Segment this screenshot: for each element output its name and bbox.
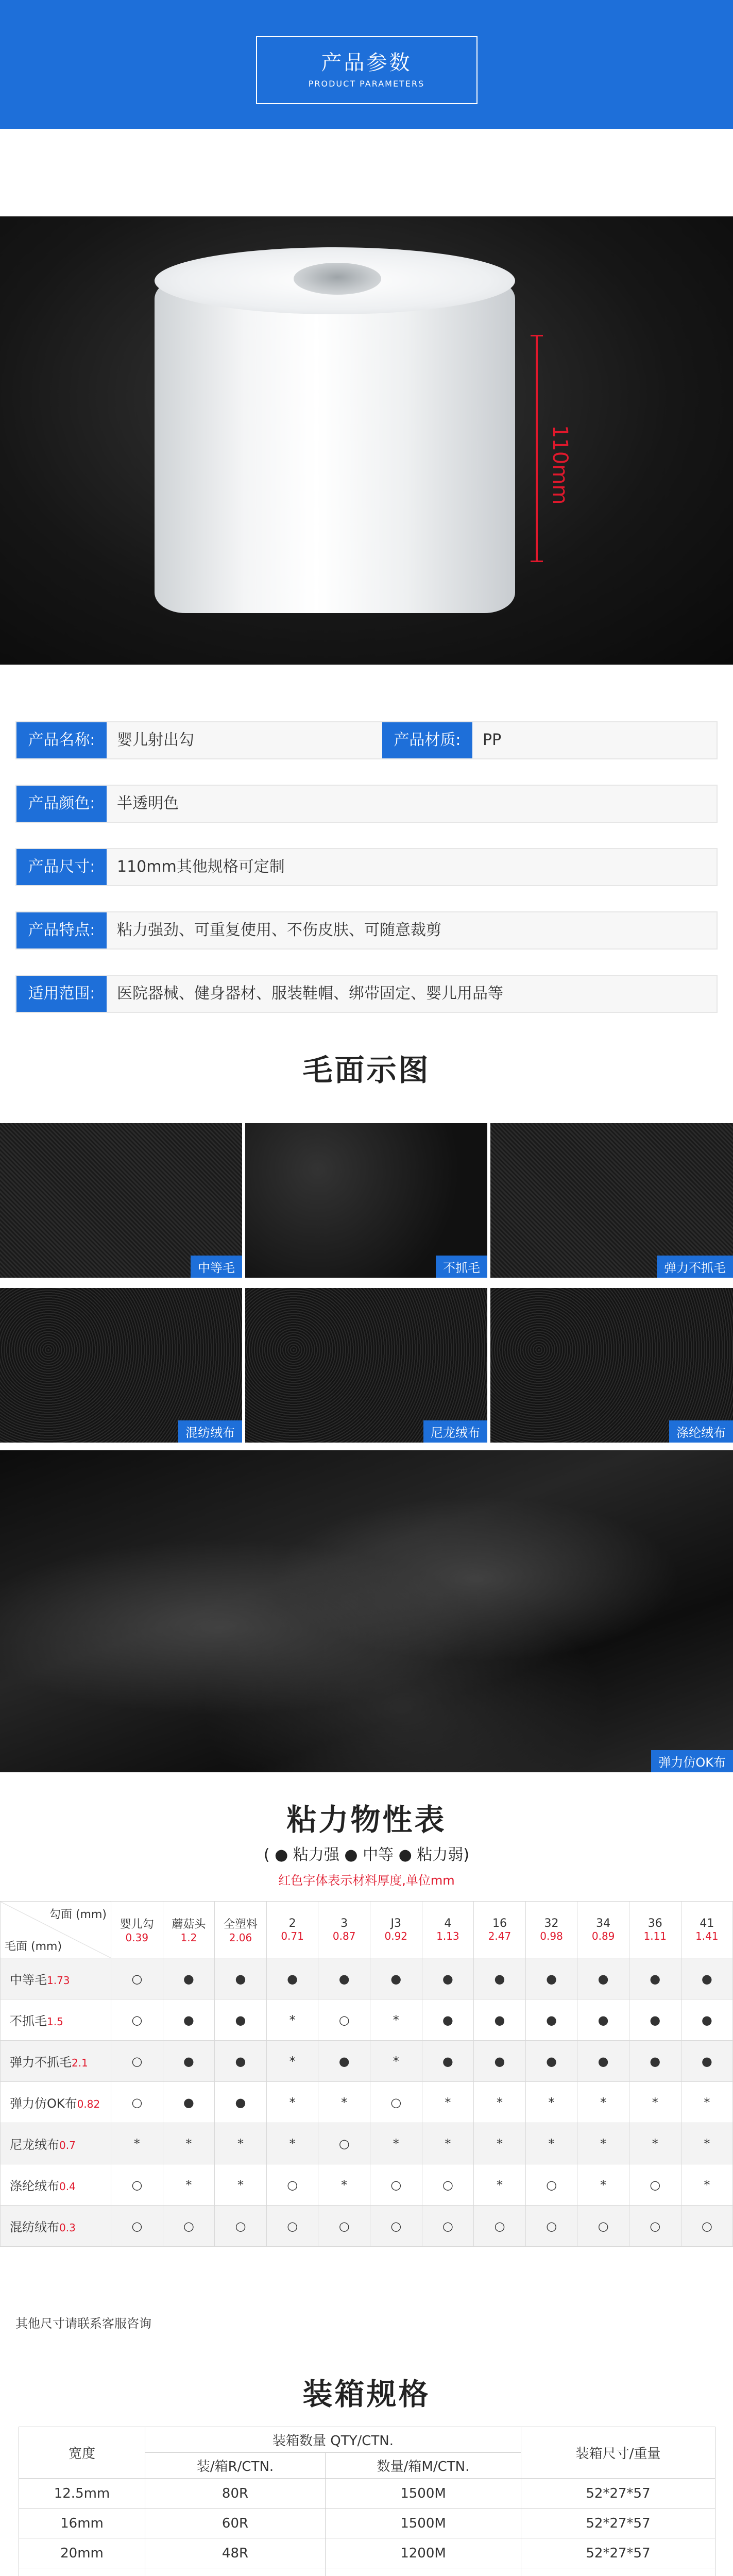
adhesion-cell: * [629, 2123, 681, 2164]
param-row-usage [15, 975, 718, 1013]
param-value-features: 粘力强劲、可重复使用、不伤皮肤、可随意裁剪 [117, 921, 441, 939]
adhesion-cell: * [577, 2082, 629, 2123]
adhesion-col-header: 16 2.47 [474, 1902, 526, 1958]
adhesion-legend: ( ● 粘力强 ● 中等 ● 粘力弱) [263, 1846, 470, 1864]
adhesion-cell: ● [474, 1958, 526, 1999]
adhesion-cell: ○ [629, 2164, 681, 2206]
adhesion-cell: ● [525, 1999, 577, 2041]
adhesion-cell: ● [525, 2041, 577, 2082]
adhesion-cell: ○ [215, 2206, 267, 2247]
packing-cell-width: 12.5mm [19, 2479, 145, 2509]
adhesion-cell: ● [629, 2041, 681, 2082]
packing-row [19, 2479, 715, 2509]
adhesion-cell: ○ [525, 2164, 577, 2206]
param-value-name: 婴儿射出勾 [117, 731, 194, 749]
adhesion-cell: ● [422, 1958, 474, 1999]
adhesion-note: 红色字体表示材料厚度,单位mm [278, 1873, 455, 1888]
param-value-color: 半透明色 [117, 794, 179, 812]
adhesion-cell: ○ [370, 2206, 422, 2247]
adhesion-cell: ● [681, 1999, 733, 2041]
adhesion-col-header: 41 1.41 [681, 1902, 733, 1958]
adhesion-cell: ○ [681, 2206, 733, 2247]
adhesion-row [1, 2206, 733, 2247]
param-label-material: 产品材质: [382, 722, 472, 758]
adhesion-cell: ○ [422, 2164, 474, 2206]
packing-header-rolls: 装/箱R/CTN. [145, 2453, 326, 2479]
adhesion-cell: * [422, 2082, 474, 2123]
adhesion-cell: * [266, 1999, 318, 2041]
adhesion-cell: ● [266, 1958, 318, 1999]
corner-top-label: 勾面 (mm) [49, 1908, 107, 1921]
adhesion-cell: ○ [163, 2206, 215, 2247]
swatch-polyester-velvet [490, 1288, 733, 1443]
adhesion-cell: ● [215, 2082, 267, 2123]
packing-header-qty: 装箱数量 QTY/CTN. [145, 2427, 521, 2453]
adhesion-row-header: 涤纶绒布0.4 [1, 2164, 111, 2206]
adhesion-cell: * [215, 2164, 267, 2206]
param-label-name: 产品名称: [16, 722, 107, 758]
adhesion-cell: ○ [370, 2082, 422, 2123]
adhesion-cell: * [215, 2123, 267, 2164]
adhesion-cell: ● [370, 1958, 422, 1999]
packing-row [19, 2568, 715, 2576]
adhesion-cell: * [681, 2123, 733, 2164]
adhesion-cell: ● [525, 1958, 577, 1999]
adhesion-cell: ● [681, 1958, 733, 1999]
swatch-nylon-velvet [245, 1288, 487, 1443]
adhesion-cell: * [577, 2123, 629, 2164]
adhesion-row [1, 1999, 733, 2041]
adhesion-col-header: J3 0.92 [370, 1902, 422, 1958]
swatch-label: 尼龙绒布 [423, 1420, 487, 1443]
adhesion-table-body [1, 1958, 733, 2247]
swatch-label: 不抓毛 [436, 1256, 487, 1278]
adhesion-row-header: 中等毛1.73 [1, 1958, 111, 1999]
adhesion-cell: ● [422, 1999, 474, 2041]
adhesion-cell: ○ [111, 2164, 163, 2206]
adhesion-cell: ● [629, 1999, 681, 2041]
packing-cell-width: 20mm [19, 2538, 145, 2568]
param-row-color [15, 785, 718, 823]
adhesion-cell: * [111, 2123, 163, 2164]
adhesion-cell: ● [215, 1999, 267, 2041]
adhesion-cell: * [422, 2123, 474, 2164]
adhesion-cell: * [474, 2123, 526, 2164]
packing-cell-rolls: 48R [145, 2538, 326, 2568]
param-row-size [15, 848, 718, 886]
adhesion-cell: ● [318, 2041, 370, 2082]
dimension-line [536, 335, 538, 562]
adhesion-cell: * [266, 2082, 318, 2123]
adhesion-cell: ○ [111, 2041, 163, 2082]
adhesion-row [1, 2082, 733, 2123]
adhesion-row-header: 不抓毛1.5 [1, 1999, 111, 2041]
param-value-usage: 医院器械、健身器材、服装鞋帽、绑带固定、婴儿用品等 [117, 985, 503, 1003]
packing-cell-meters: 1200M [326, 2538, 521, 2568]
adhesion-cell: ○ [266, 2164, 318, 2206]
adhesion-cell: ● [629, 1958, 681, 1999]
adhesion-cell: ● [318, 1958, 370, 1999]
adhesion-cell: ○ [422, 2206, 474, 2247]
param-row-name [15, 721, 718, 759]
adhesion-cell: ○ [318, 2123, 370, 2164]
adhesion-cell: ● [474, 1999, 526, 2041]
param-value-material: PP [483, 731, 502, 749]
adhesion-cell: ● [163, 2082, 215, 2123]
params-header [0, 0, 733, 129]
adhesion-cell: ○ [266, 2206, 318, 2247]
adhesion-cell: ○ [629, 2206, 681, 2247]
param-label-usage: 适用范围: [16, 976, 107, 1012]
adhesion-cell: * [163, 2123, 215, 2164]
adhesion-cell: ● [215, 2041, 267, 2082]
adhesion-cell: * [525, 2123, 577, 2164]
adhesion-row-header: 混纺绒布0.3 [1, 2206, 111, 2247]
adhesion-cell: * [681, 2164, 733, 2206]
adhesion-cell: * [266, 2041, 318, 2082]
adhesion-cell: * [370, 2123, 422, 2164]
adhesion-row-header: 尼龙绒布0.7 [1, 2123, 111, 2164]
adhesion-cell: * [266, 2123, 318, 2164]
packing-cell-rolls: 80R [145, 2479, 326, 2509]
adhesion-cell: * [629, 2082, 681, 2123]
adhesion-cell: * [474, 2164, 526, 2206]
adhesion-cell: ● [474, 2041, 526, 2082]
swatch-elastic-non-pilling [490, 1123, 733, 1278]
packing-row [19, 2538, 715, 2568]
packing-cell-meters: 1500M [326, 2509, 521, 2538]
swatch-non-pilling [245, 1123, 487, 1278]
swatch-label: 中等毛 [191, 1256, 242, 1278]
adhesion-row [1, 2164, 733, 2206]
packing-cell-width: 16mm [19, 2509, 145, 2538]
adhesion-col-header: 蘑菇头 1.2 [163, 1902, 215, 1958]
packing-cell-size: 52*27*57 [521, 2479, 715, 2509]
packing-cell-width [19, 2568, 145, 2576]
adhesion-col-header: 全塑料 2.06 [215, 1902, 267, 1958]
swatch-label: 弹力仿OK布 [651, 1750, 733, 1772]
adhesion-cell: ● [681, 2041, 733, 2082]
adhesion-cell: * [474, 2082, 526, 2123]
adhesion-col-header: 婴儿勾 0.39 [111, 1902, 163, 1958]
param-label-features: 产品特点: [16, 912, 107, 948]
adhesion-cell: * [370, 2041, 422, 2082]
packing-header-meters: 数量/箱M/CTN. [326, 2453, 521, 2479]
adhesion-row-header: 弹力仿OK布0.82 [1, 2082, 111, 2123]
adhesion-cell: ○ [111, 2206, 163, 2247]
adhesion-cell: ● [577, 1999, 629, 2041]
adhesion-row-header: 弹力不抓毛2.1 [1, 2041, 111, 2082]
packing-header-size: 装箱尺寸/重量 [521, 2427, 715, 2479]
velcro-roll-body [155, 278, 515, 613]
adhesion-col-header: 34 0.89 [577, 1902, 629, 1958]
adhesion-cell: ○ [111, 1958, 163, 1999]
params-title: 产品参数 [321, 51, 412, 75]
swatch-blended-velvet [0, 1288, 242, 1443]
packing-header-row [19, 2427, 715, 2453]
adhesion-cell: ● [163, 1958, 215, 1999]
adhesion-cell: ● [577, 2041, 629, 2082]
corner-bottom-label: 毛面 (mm) [5, 1940, 62, 1953]
adhesion-cell: ○ [318, 1999, 370, 2041]
packing-table [19, 2427, 715, 2576]
adhesion-cell: ○ [474, 2206, 526, 2247]
param-label-color: 产品颜色: [16, 786, 107, 822]
adhesion-cell: ● [577, 1958, 629, 1999]
adhesion-cell: * [525, 2082, 577, 2123]
adhesion-cell: ● [215, 1958, 267, 1999]
adhesion-row [1, 2123, 733, 2164]
adhesion-cell: * [681, 2082, 733, 2123]
packing-cell-rolls: 60R [145, 2509, 326, 2538]
swatch-label: 弹力不抓毛 [657, 1256, 733, 1278]
velcro-roll-core [294, 263, 381, 295]
adhesion-corner-cell [1, 1902, 111, 1958]
adhesion-section-title: 粘力物性表 [286, 1802, 447, 1837]
adhesion-row [1, 1958, 733, 1999]
adhesion-footer: 其他尺寸请联系客服咨询 [15, 2316, 151, 2331]
adhesion-col-header: 32 0.98 [525, 1902, 577, 1958]
params-subtitle: PRODUCT PARAMETERS [308, 79, 425, 89]
dimension-label: 110mm [548, 425, 572, 505]
adhesion-col-header: 4 1.13 [422, 1902, 474, 1958]
adhesion-cell: * [318, 2164, 370, 2206]
packing-cell-size: 52*27*57 [521, 2538, 715, 2568]
adhesion-cell: ● [163, 2041, 215, 2082]
param-label-size: 产品尺寸: [16, 849, 107, 885]
adhesion-cell: ○ [111, 1999, 163, 2041]
adhesion-cell: ○ [370, 2164, 422, 2206]
packing-cell-meters: 1500M [326, 2479, 521, 2509]
adhesion-cell: ○ [318, 2206, 370, 2247]
adhesion-cell: * [577, 2164, 629, 2206]
adhesion-cell: ● [163, 1999, 215, 2041]
adhesion-table [0, 1901, 733, 2247]
adhesion-row [1, 2041, 733, 2082]
adhesion-col-header: 3 0.87 [318, 1902, 370, 1958]
adhesion-cell: ● [422, 2041, 474, 2082]
adhesion-cell: ○ [577, 2206, 629, 2247]
adhesion-cell: * [318, 2082, 370, 2123]
swatch-medium-loop [0, 1123, 242, 1278]
packing-cell-rolls [145, 2568, 326, 2576]
packing-header-width: 宽度 [19, 2427, 145, 2479]
fabric-section-title: 毛面示图 [302, 1053, 431, 1088]
packing-section-title: 装箱规格 [302, 2377, 431, 2412]
adhesion-cell: * [370, 1999, 422, 2041]
param-value-size: 110mm其他规格可定制 [117, 858, 285, 876]
adhesion-col-header: 2 0.71 [266, 1902, 318, 1958]
swatch-label: 混纺绒布 [178, 1420, 242, 1443]
param-row-features [15, 911, 718, 950]
adhesion-cell: * [163, 2164, 215, 2206]
params-title-box [256, 36, 478, 104]
swatch-label: 涤纶绒布 [669, 1420, 733, 1443]
adhesion-header-row [1, 1902, 733, 1958]
product-photo [0, 216, 733, 665]
packing-row [19, 2509, 715, 2538]
packing-table-body [19, 2479, 715, 2576]
swatch-elastic-ok-fabric [0, 1450, 733, 1772]
packing-cell-size [521, 2568, 715, 2576]
adhesion-col-header: 36 1.11 [629, 1902, 681, 1958]
packing-cell-size: 52*27*57 [521, 2509, 715, 2538]
packing-cell-meters [326, 2568, 521, 2576]
adhesion-cell: ○ [111, 2082, 163, 2123]
adhesion-cell: ○ [525, 2206, 577, 2247]
